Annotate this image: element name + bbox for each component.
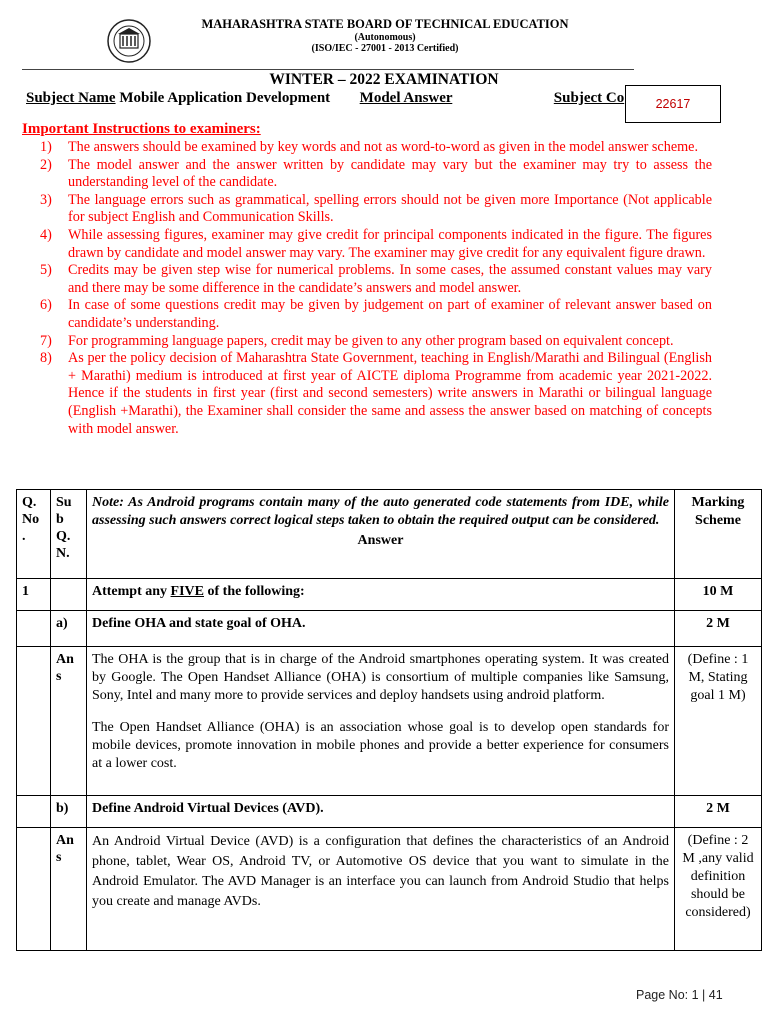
col-answer-header	[87, 490, 675, 579]
page-number: Page No: 1 | 41	[636, 988, 723, 1002]
table-row	[17, 611, 762, 647]
marking-scheme: (Define : 1 M, Stating goal 1 M)	[675, 647, 762, 796]
marking-scheme: (Define : 2 M ,any valid definition should be considered)	[675, 828, 762, 951]
subject-code-label: Subject Co	[553, 90, 625, 106]
sub-question-marks: 2 M	[675, 611, 762, 647]
msbte-logo	[106, 18, 152, 64]
table-row	[17, 796, 762, 828]
instruction-item: 3) The language errors such as grammatical, spelling errors should not be given more Importance (Not applicable for subject English and Communication Skills.	[40, 191, 712, 226]
exam-title: WINTER – 2022 EXAMINATION	[269, 71, 499, 88]
question-text: Attempt any FIVE of the following:	[87, 579, 675, 611]
instruction-item: 5) Credits may be given step wise for numerical problems. In some cases, the assumed constant values may vary and there may be some difference in the candidate’s answers and model answer.	[40, 262, 712, 296]
sub-question-text: Define OHA and state goal of OHA.	[87, 611, 675, 647]
autonomous-label: (Autonomous)	[354, 32, 416, 43]
subject-name: Mobile Application Development	[119, 90, 331, 106]
table-row	[17, 647, 762, 796]
answer-text: The OHA is the group that is in charge of the Android smartphones operating system. It was created by Google. The Open Handset Alliance (OHA) is consortium of multiple companies like Samsung, Sony, Intel and many more to provide services and deploy handsets using android platform. The Open Handset Alliance (OHA) is an association whose goal is to develop open standards for mobile devices, promote innovation in mobile phones and provide a better experience for consumers at a lower cost.	[87, 647, 675, 796]
table-row	[17, 828, 762, 951]
instructions-title: Important Instructions to examiners:	[22, 121, 261, 137]
answer-table	[16, 489, 762, 951]
model-answer-label: Model Answer	[359, 90, 453, 106]
instruction-item: 2) The model answer and the answer written by candidate may vary but the examiner may try to assess the understanding level of the candidate.	[40, 156, 712, 191]
header-divider	[22, 69, 634, 70]
table-header-row	[17, 490, 762, 579]
question-marks: 10 M	[675, 579, 762, 611]
sub-question-number: a)	[51, 611, 87, 647]
answer-heading: Answer	[357, 533, 404, 548]
answer-text: An Android Virtual Device (AVD) is a configuration that defines the characteristics of an Android phone, tablet, Wear OS, Android TV, or Automotive OS device that you want to simulate in the Android Emulator. The AVD Manager is an interface you can launch from Android Studio that helps you create and manage AVDs.	[87, 828, 675, 951]
sub-question-marks: 2 M	[675, 796, 762, 828]
table-row	[17, 579, 762, 611]
certification-label: (ISO/IEC - 27001 - 2013 Certified)	[311, 43, 459, 54]
subject-code-box: 22617	[625, 85, 721, 123]
board-name: MAHARASHTRA STATE BOARD OF TECHNICAL EDUCATION	[201, 17, 569, 31]
col-marking-header: Marking Scheme	[675, 490, 762, 579]
sub-question-text: Define Android Virtual Devices (AVD).	[87, 796, 675, 828]
instruction-item: 1) The answers should be examined by key words and not as word-to-word as given in the model answer scheme.	[40, 139, 698, 155]
instructions-list	[40, 139, 712, 438]
instruction-item: 8) As per the policy decision of Maharashtra State Government, teaching in English/Marathi and Bilingual (English + Marathi) medium is introduced at first year of AICTE diploma Programme from academic year 2021-2022. Hence if the students in first year (first and second semesters) write answers in Marathi or bilingual language (English +Marathi), the Examiner shall consider the same and assess the answer based on matching of concepts with model answer.	[40, 350, 712, 437]
sub-question-number: b)	[51, 796, 87, 828]
instruction-item: 6) In case of some questions credit may be given by judgement on part of examiner of relevant answer based on candidate’s understanding.	[40, 297, 712, 331]
answer-label: An s	[51, 828, 87, 951]
answer-label: An s	[51, 647, 87, 796]
instruction-item: 4) While assessing figures, examiner may give credit for principal components indicated in the figure. The figures drawn by candidate and model answer may vary. The examiner may give credit for any equivalent figure drawn.	[40, 226, 712, 261]
note-text: Note: As Android programs contain many of the auto generated code statements from IDE, while assessing such answers correct logical steps taken to obtain the required output can be considered.	[92, 495, 669, 528]
instruction-item: 7) For programming language papers, credit may be given to any other program based on equivalent concept.	[40, 332, 674, 349]
col-subqn-header: Su b Q. N.	[51, 490, 87, 579]
subject-row	[26, 90, 624, 107]
col-qno-header: Q. No .	[17, 490, 51, 579]
subject-name-label: Subject Name	[26, 90, 116, 106]
question-number: 1	[17, 579, 51, 611]
